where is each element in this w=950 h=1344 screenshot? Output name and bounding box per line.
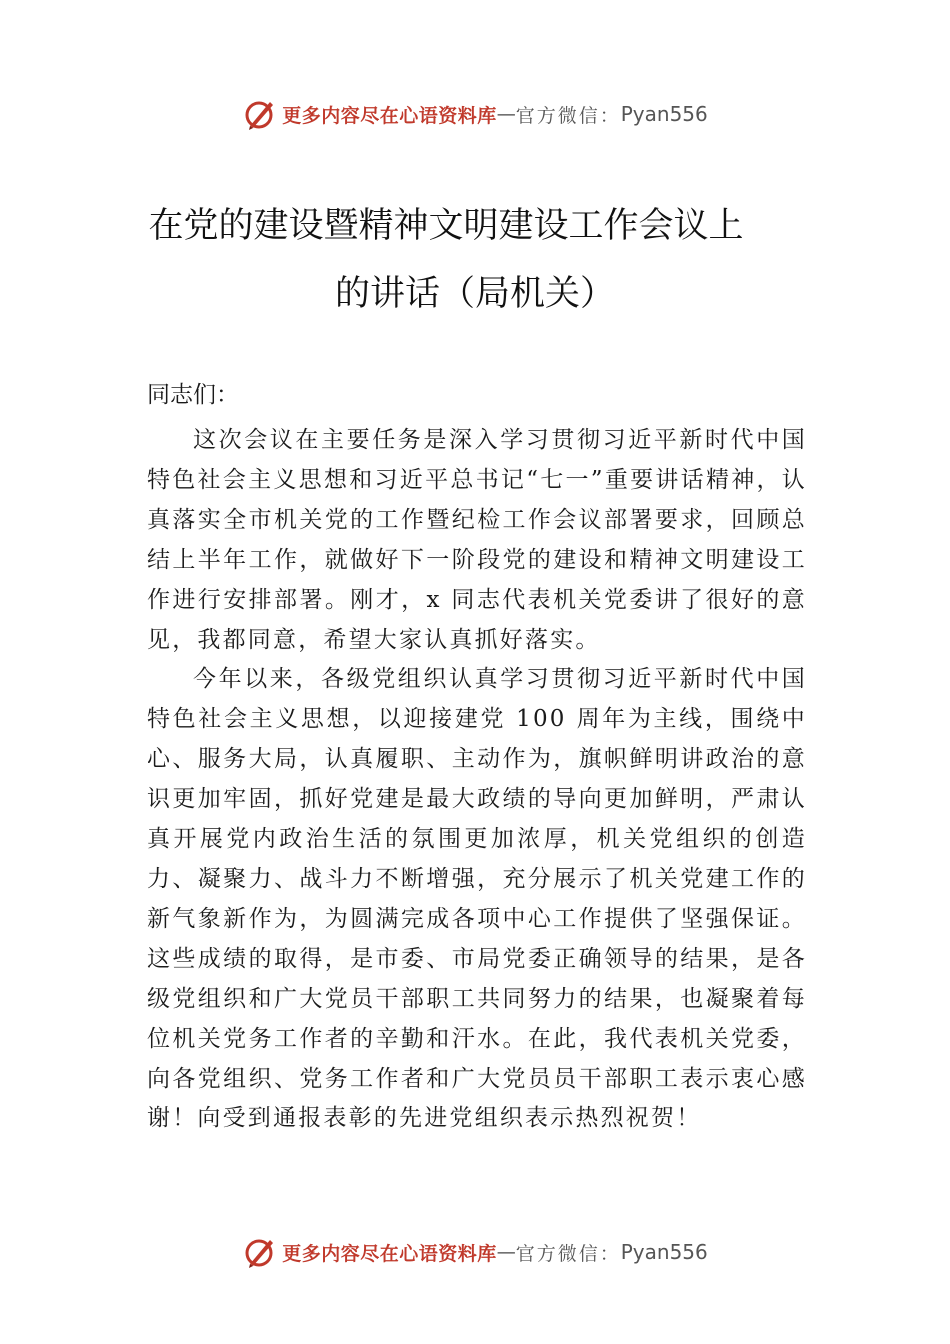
salutation: 同志们： (147, 382, 239, 408)
brand-text: 更多内容尽在心语资料库 (282, 104, 497, 127)
header-watermark-banner (0, 92, 950, 136)
banner-dash: — (496, 1241, 516, 1263)
wechat-id: Pyan556 (620, 102, 708, 126)
document-title-line2: 的讲话（局机关） (334, 274, 615, 314)
wechat-label: 官方微信： (515, 104, 621, 127)
banner-dash: — (496, 103, 516, 125)
footer-watermark-banner (0, 1230, 950, 1274)
document-body (147, 421, 807, 1139)
paragraph: 这次会议在主要任务是深入学习贯彻习近平新时代中国特色社会主义思想和习近平总书记“七一”重要讲话精神，认真落实全市机关党的工作暨纪检工作会议部署要求，回顾总结上半年工作，就做好下一阶段党的建设和精神文明建设工作进行安排部署。刚才，x 同志代表机关党委讲了很好的意见，我都同意，希望大家认真抓好落实。 (147, 427, 807, 653)
document-title-line1: 在党的建设暨精神文明建设工作会议上 (148, 206, 744, 246)
pen-logo-icon (242, 96, 278, 132)
wechat-label: 官方微信： (515, 1242, 621, 1265)
wechat-id: Pyan556 (620, 1240, 708, 1264)
paragraph: 今年以来，各级党组织认真学习贯彻习近平新时代中国特色社会主义思想，以迎接建党 100 周年为主线，围绕中心、服务大局，认真履职、主动作为，旗帜鲜明讲政治的意识更加牢固，抓好党建是最大政绩的导向更加鲜明，严肃认真开展党内政治生活的氛围更加浓厚，机关党组织的创造力、凝聚力、战斗力不断增强，充分展示了机关党建工作的新气象新作为，为圆满完成各项中心工作提供了坚强保证。这些成绩的取得，是市委、市局党委正确领导的结果，是各级党组织和广大党员干部职工共同努力的结果，也凝聚着每位机关党务工作者的辛勤和汗水。在此，我代表机关党委，向各党组织、党务工作者和广大党员员干部职工表示衷心感谢！向受到通报表彰的先进党组织表示热烈祝贺！ (147, 666, 807, 1132)
brand-text: 更多内容尽在心语资料库 (282, 1242, 497, 1265)
pen-logo-icon (242, 1234, 278, 1270)
